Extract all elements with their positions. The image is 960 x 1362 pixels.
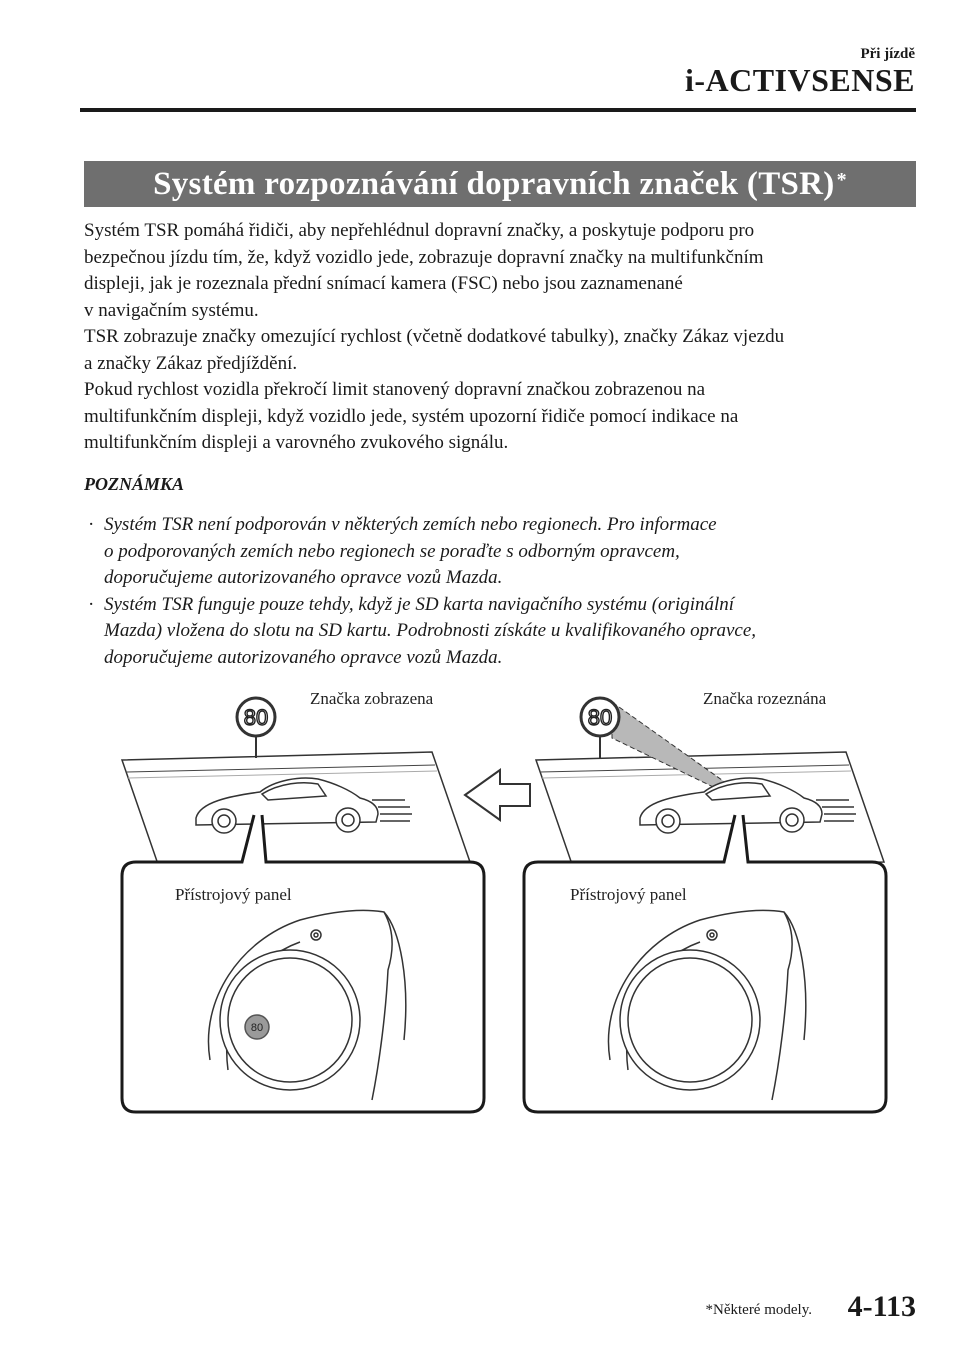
note-label: POZNÁMKA [84, 474, 185, 494]
panel-label-left: Přístrojový panel [175, 885, 292, 904]
cluster-sign-value: 80 [250, 1022, 264, 1034]
tsr-diagram [0, 680, 960, 1140]
note-list [84, 512, 904, 671]
body-paragraph-2: TSR zobrazuje značky omezující rychlost (včetně dodatkové tabulky), značky Zákaz vjezdu a značky Zákaz předjíždění. [84, 326, 785, 374]
body-paragraph-1: Systém TSR pomáhá řidiči, aby nepřehlédnul dopravní značky, a poskytuje podporu pro bezpečnou jízdu tím, že, když vozidlo jede, zobrazuje dopravní značky na multifunkčním displeji, jak je rozeznala přední snímací kamera (FSC) nebo jsou zaznamenané v navigačním systému. [84, 220, 764, 321]
road-line [126, 765, 435, 772]
road-line [128, 771, 437, 778]
left-scene [122, 689, 484, 1112]
speed-sign-value: 80 [587, 705, 613, 730]
page-number: 4-113 [847, 1290, 916, 1323]
header-chapter: i-ACTIVSENSE [684, 62, 915, 98]
footer-note: *Některé modely. [705, 1302, 812, 1318]
car-icon [640, 778, 856, 833]
bullet-icon: · [88, 514, 95, 535]
note-item-2 [84, 592, 904, 672]
right-scene [524, 689, 886, 1112]
section-title-marker: * [836, 168, 847, 191]
speed-sign-value: 80 [243, 705, 269, 730]
header-divider [80, 108, 916, 112]
label-sign-recognized: Značka rozeznána [703, 689, 827, 708]
section-title [84, 161, 916, 207]
bullet-icon: · [88, 593, 95, 615]
left-arrow-icon [465, 770, 530, 820]
panel-label-right: Přístrojový panel [570, 885, 687, 904]
note-item-1 [84, 512, 904, 592]
body-text [84, 218, 920, 457]
label-sign-displayed: Značka zobrazena [310, 689, 434, 708]
section-title-text: Systém rozpoznávání dopravních značek (TSR) [153, 165, 835, 202]
body-paragraph-3: Pokud rychlost vozidla překročí limit stanovený dopravní značkou zobrazenou na multifunkčním displeji, když vozidlo jede, systém upozorní řidiče pomocí indikace na multifunkčním displeji a varovného zvukového signálu. [84, 379, 739, 453]
note-item-text: Systém TSR funguje pouze tehdy, když je SD karta navigačního systému (originální Mazda) vložena do slotu na SD kartu. Podrobnosti získáte u kvalifikovaného opravce, doporučujeme autorizovaného opravce vozů Mazda. [104, 593, 757, 668]
car-icon [196, 778, 412, 833]
note-item-text: Systém TSR není podporován v některých zemích nebo regionech. Pro informace o podporovaných zemích nebo regionech se poraďte s odborným opravcem, doporučujeme autorizovaného opravce vozů Mazda. [104, 514, 717, 588]
header-section: Při jízdě [860, 46, 915, 62]
